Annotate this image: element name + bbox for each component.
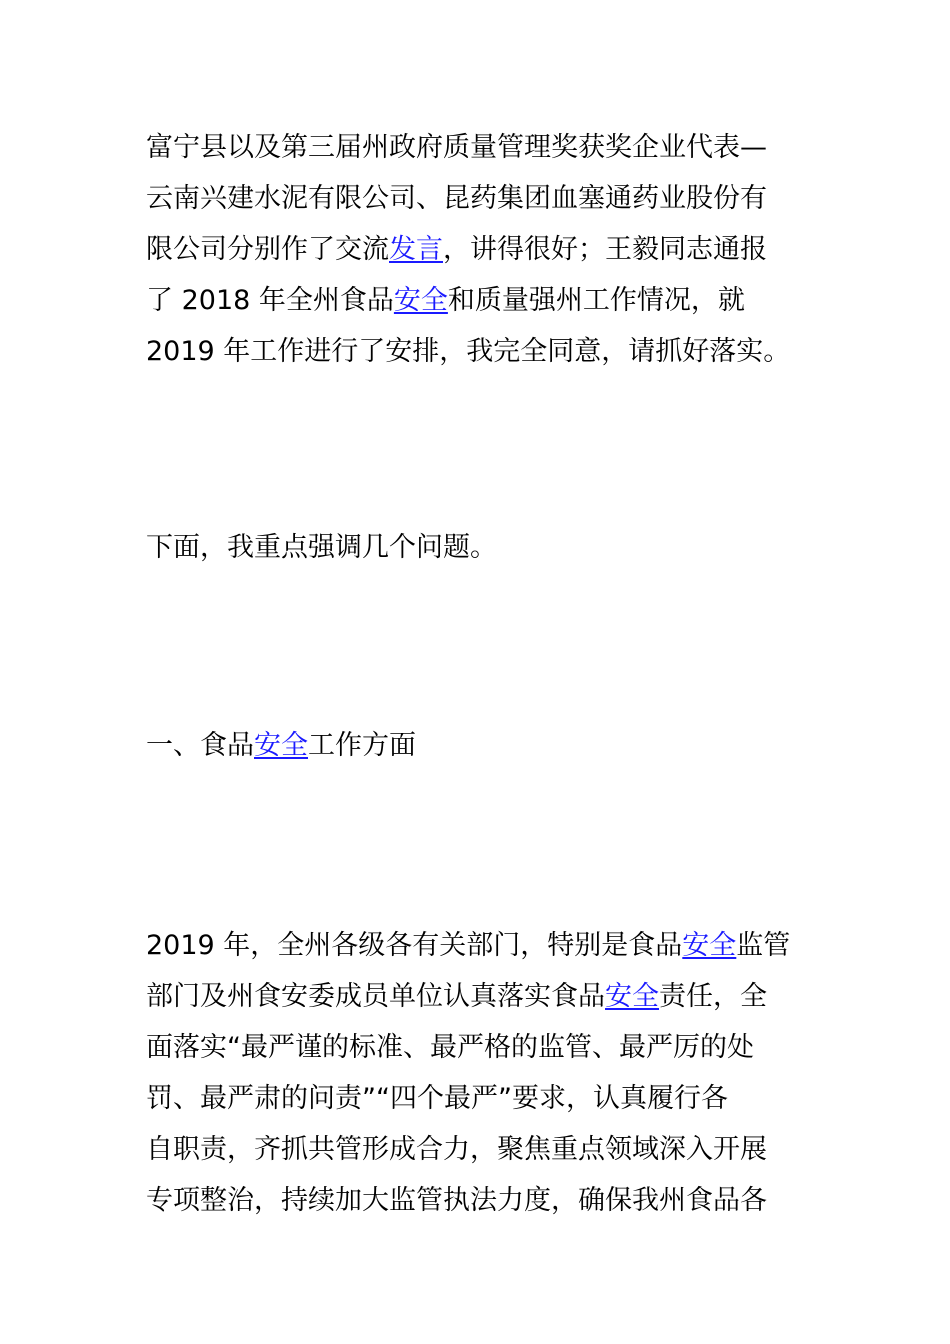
text-line: 云南兴建水泥有限公司、昆药集团血塞通药业股份有	[146, 183, 767, 214]
text-run: ，讲得很好；王毅同志通报	[443, 234, 767, 265]
text-line: 下面，我重点强调几个问题。	[146, 532, 497, 563]
text-run: 部门及州食安委成员单位认真落实食品	[146, 981, 605, 1012]
text-run: 一、食品	[146, 730, 254, 761]
paragraph-food-safety-body	[146, 920, 816, 1226]
text-run: 和质量强州工作情况，就	[447, 285, 745, 316]
text-line	[146, 920, 816, 971]
text-line	[146, 224, 816, 275]
text-line: 自职责，齐抓共管形成合力，聚焦重点领域深入开展	[146, 1134, 767, 1165]
paragraph-intro-issues	[146, 522, 816, 573]
link-speech[interactable]: 发言	[389, 234, 443, 265]
text-line: 面落实“最严谨的标准、最严格的监管、最严厉的处	[146, 1032, 754, 1063]
text-line	[146, 971, 816, 1022]
text-run: 监管	[736, 930, 791, 961]
text-run: 限公司分别作了交流	[146, 234, 389, 265]
paragraph-meeting-summary	[146, 122, 816, 377]
text-line: 专项整治，持续加大监管执法力度，确保我州食品各	[146, 1185, 767, 1216]
section-heading-food-safety	[146, 720, 816, 771]
text-run: 了 2018 年全州食品	[146, 285, 394, 316]
link-safety[interactable]: 安全	[682, 930, 737, 961]
text-line	[146, 720, 816, 771]
text-line: 罚、最严肃的问责”“四个最严”要求，认真履行各	[146, 1083, 728, 1114]
link-safety[interactable]: 安全	[393, 285, 448, 316]
text-run: 工作方面	[308, 730, 416, 761]
text-run: 责任，全	[659, 981, 767, 1012]
text-line	[146, 275, 816, 326]
text-line: 2019 年工作进行了安排，我完全同意，请抓好落实。	[146, 336, 791, 367]
text-line: 富宁县以及第三届州政府质量管理奖获奖企业代表—	[146, 132, 767, 163]
link-safety[interactable]: 安全	[605, 981, 659, 1012]
text-run: 2019 年，全州各级各有关部门，特别是食品	[146, 930, 683, 961]
link-safety[interactable]: 安全	[254, 730, 308, 761]
